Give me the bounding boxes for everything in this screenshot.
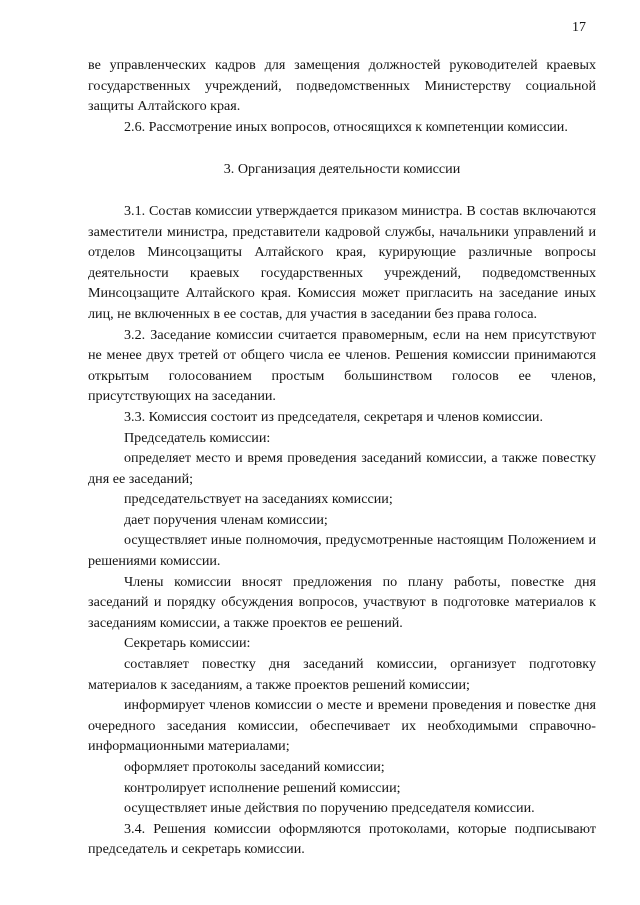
paragraph: осуществляет иные полномочия, предусмотренные настоящим Положением и решениями комиссии. (88, 532, 596, 570)
paragraph: дает поручения членам комиссии; (124, 511, 328, 528)
paragraph: контролирует исполнение решений комиссии; (124, 779, 401, 796)
paragraph: информирует членов комиссии о месте и времени проведения и повестке дня очередного заседания комиссии, обеспечивает их необходимыми справочно-информационными материалами; (88, 697, 596, 755)
paragraph: председательствует на заседаниях комиссии; (124, 491, 393, 508)
page-number: 17 (572, 20, 586, 35)
paragraph: 3.2. Заседание комиссии считается правомерным, если на нем присутствуют не менее двух третей от общего числа ее членов. Решения комиссии принимаются открытым голосованием простым большинством голосов ее членов, присутствующих на заседании. (88, 326, 596, 405)
section-title: 3. Организация деятельности комиссии (223, 161, 461, 178)
document-body (88, 55, 596, 860)
paragraph: ве управленческих кадров для замещения должностей руководителей краевых государственных учреждений, подведомственных Министерству социальной защиты Алтайского края. (88, 57, 596, 115)
paragraph: составляет повестку дня заседаний комиссии, организует подготовку материалов к заседаниям, а также проектов решений комиссии; (88, 656, 596, 693)
paragraph: 2.6. Рассмотрение иных вопросов, относящихся к компетенции комиссии. (124, 118, 568, 135)
paragraph: оформляет протоколы заседаний комиссии; (124, 759, 385, 775)
paragraph: Председатель комиссии: (124, 429, 271, 446)
paragraph: 3.4. Решения комиссии оформляются протоколами, которые подписывают председатель и секретарь комиссии. (88, 820, 596, 858)
paragraph: Члены комиссии вносят предложения по плану работы, повестке дня заседаний и порядку обсуждения вопросов, участвуют в подготовке материалов к заседаниям комиссии, а также проектов ее решений. (88, 573, 596, 631)
paragraph: Секретарь комиссии: (124, 635, 251, 652)
paragraph: 3.3. Комиссия состоит из председателя, секретаря и членов комиссии. (124, 408, 543, 425)
paragraph: 3.1. Состав комиссии утверждается приказом министра. В состав включаются заместители министра, представители кадровой службы, начальники управлений и отделов Минсоцзащиты Алтайского края, курирующие различные вопросы деятельности краевых государственных учреждений, подведомственных Минсоцзащите Алтайского края. Комиссия может пригласить на заседание иных лиц, не включенных в ее состав, для участия в заседании без права голоса. (88, 202, 596, 322)
paragraph: осуществляет иные действия по поручению председателя комиссии. (124, 800, 535, 817)
paragraph: определяет место и время проведения заседаний комиссии, а также повестку дня ее заседаний; (88, 450, 596, 487)
